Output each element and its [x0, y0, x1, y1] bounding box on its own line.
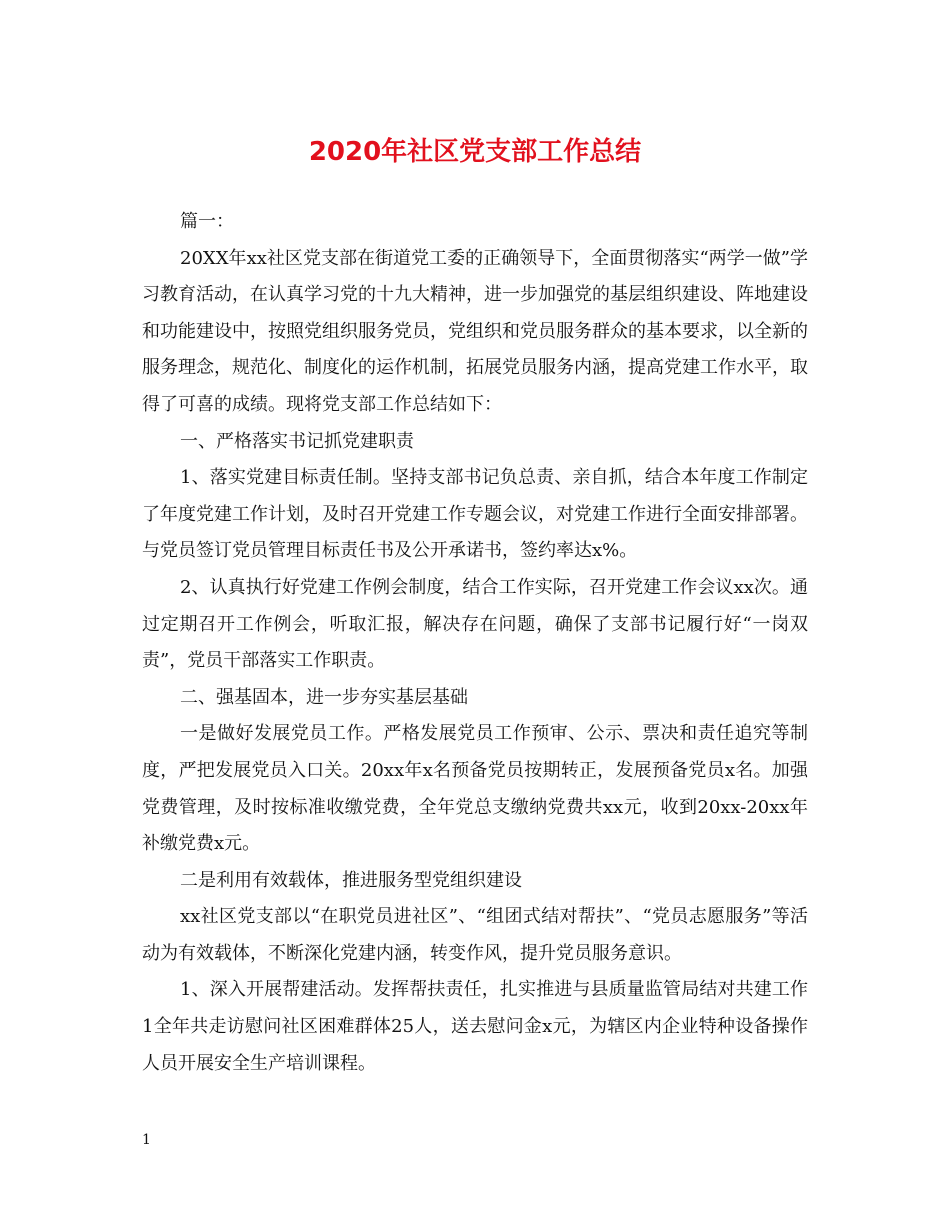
- heading-subsection-service: 二是利用有效载体，推进服务型党组织建设: [180, 869, 522, 891]
- paragraph-party-development: 一是做好发展党员工作。严格发展党员工作预审、公示、票决和责任追究等制度，严把发展党员入口关。20xx年x名预备党员按期转正，发展预备党员x名。加强党费管理，及时按标准收缴党费，全年党总支缴纳党费共xx元，收到20xx-20xx年补缴党费x元。: [142, 723, 808, 855]
- document-body: [142, 204, 808, 1082]
- paragraph-service-carriers: xx社区党支部以“在职党员进社区”、“组团式结对帮扶”、“党员志愿服务”等活动为有效载体，不断深化党建内涵，转变作风，提升党员服务意识。: [142, 906, 808, 964]
- heading-section-1: 一、严格落实书记抓党建职责: [180, 430, 414, 452]
- paragraph-item-2: 2、认真执行好党建工作例会制度，结合工作实际，召开党建工作会议xx次。通过定期召开工作例会，听取汇报，解决存在问题，确保了支部书记履行好“一岗双责”，党员干部落实工作职责。: [142, 576, 808, 672]
- document-title: 2020年社区党支部工作总结: [308, 137, 642, 167]
- paragraph-section-label: 篇一：: [180, 211, 234, 232]
- paragraph-assistance: 1、深入开展帮建活动。发挥帮扶责任，扎实推进与县质量监管局结对共建工作1全年共走访慰问社区困难群体25人，送去慰问金x元，为辖区内企业特种设备操作人员开展安全生产培训课程。: [142, 979, 808, 1074]
- heading-section-2: 二、强基固本，进一步夯实基层基础: [180, 686, 468, 708]
- paragraph-intro: 20XX年xx社区党支部在街道党工委的正确领导下，全面贯彻落实“两学一做”学习教育活动，在认真学习党的十九大精神，进一步加强党的基层组织建设、阵地建设和功能建设中，按照党组织服务党员，党组织和党员服务群众的基本要求，以全新的服务理念，规范化、制度化的运作机制，拓展党员服务内涵，提高党建工作水平，取得了可喜的成绩。现将党支部工作总结如下：: [142, 247, 808, 415]
- page-number: 1: [142, 1132, 151, 1148]
- paragraph-item-1: 1、落实党建目标责任制。坚持支部书记负总责、亲自抓，结合本年度工作制定了年度党建工作计划，及时召开党建工作专题会议，对党建工作进行全面安排部署。与党员签订党员管理目标责任书及公开承诺书，签约率达x%。: [142, 467, 808, 562]
